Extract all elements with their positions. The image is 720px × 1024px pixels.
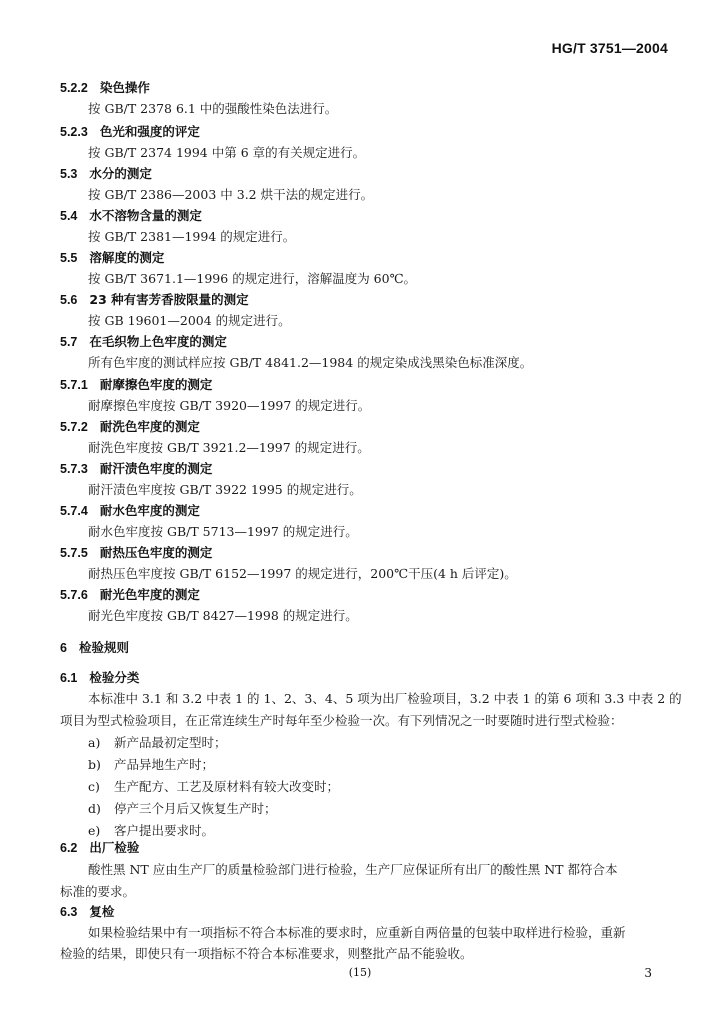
section-heading (60, 250, 164, 266)
list-marker: d) (88, 801, 101, 816)
section-number: 5.3 (60, 167, 78, 181)
section-body-line: 本标准中 3.1 和 3.2 中表 1 的 1、2、3、4、5 项为出厂检验项目，3.2 中表 1 的第 6 项和 3.3 中表 2 的 (88, 691, 682, 706)
section-body: 耐洗色牢度按 GB/T 3921.2—1997 的规定进行。 (88, 440, 370, 455)
section-body: 耐汗渍色牢度按 GB/T 3922 1995 的规定进行。 (88, 482, 362, 497)
section-body: 按 GB/T 2386—2003 中 3.2 烘干法的规定进行。 (88, 187, 374, 202)
section-title: 出厂检验 (89, 840, 140, 855)
section-body-line: 标准的要求。 (60, 884, 136, 899)
section-number: 5.7.5 (60, 546, 88, 560)
section-number: 5.7.4 (60, 504, 88, 518)
section-heading (60, 124, 200, 140)
section-number: 5.6 (60, 293, 78, 307)
section-number: 5.7.3 (60, 462, 88, 476)
list-item-text: 客户提出要求时。 (114, 823, 215, 838)
list-marker: e) (88, 823, 101, 838)
section-heading (60, 503, 200, 519)
section-body: 按 GB/T 2374 1994 中第 6 章的有关规定进行。 (88, 145, 366, 160)
section-title: 耐光色牢度的测定 (99, 587, 200, 602)
list-marker: a) (88, 735, 101, 750)
section-heading (60, 840, 139, 856)
section-title: 耐汗渍色牢度的测定 (99, 461, 213, 476)
section-heading (60, 292, 249, 308)
section-body: 耐水色牢度按 GB/T 5713—1997 的规定进行。 (88, 524, 358, 539)
section-heading (60, 208, 202, 224)
section-number: 6.1 (60, 671, 78, 685)
section-body-line: 检验的结果，即使只有一项指标不符合本标准要求，则整批产品不能验收。 (60, 946, 473, 961)
section-heading (60, 587, 200, 603)
list-item (88, 757, 214, 773)
section-body: 按 GB 19601—2004 的规定进行。 (88, 313, 291, 328)
list-item-text: 生产配方、工艺及原材料有较大改变时； (114, 779, 340, 794)
standard-code: HG/T 3751—2004 (551, 40, 668, 56)
section-title: 水不溶物含量的测定 (89, 208, 202, 223)
section-title: 23 种有害芳香胺限量的测定 (89, 292, 249, 307)
list-item (88, 823, 214, 839)
footer-page-number: 3 (644, 966, 652, 980)
chapter-heading (60, 640, 129, 656)
section-heading (60, 904, 114, 920)
section-heading (60, 545, 212, 561)
list-marker: c) (88, 779, 100, 794)
section-title: 耐水色牢度的测定 (99, 503, 200, 518)
list-item-text: 停产三个月后又恢复生产时； (114, 801, 277, 816)
section-body: 耐光色牢度按 GB/T 8427—1998 的规定进行。 (88, 608, 358, 623)
section-heading (60, 166, 152, 182)
section-body: 所有色牢度的测试样应按 GB/T 4841.2—1984 的规定染成浅黑染色标准深度。 (88, 355, 533, 370)
section-title: 溶解度的测定 (89, 250, 165, 265)
section-number: 5.2.3 (60, 125, 88, 139)
section-heading (60, 670, 139, 686)
section-heading (60, 377, 212, 393)
section-title: 耐洗色牢度的测定 (99, 419, 200, 434)
section-number: 5.2.2 (60, 81, 88, 95)
list-item (88, 779, 339, 795)
chapter-title: 检验规则 (78, 640, 129, 655)
list-item-text: 新产品最初定型时； (114, 735, 227, 750)
list-item (88, 735, 227, 751)
section-title: 复检 (89, 904, 115, 919)
section-number: 6.3 (60, 905, 78, 919)
section-body-line: 项目为型式检验项目，在正常连续生产时每年至少检验一次。有下列情况之一时要随时进行型式检验： (60, 713, 623, 728)
section-body-line: 如果检验结果中有一项指标不符合本标准的要求时，应重新自两倍量的包装中取样进行检验，重新 (88, 925, 626, 940)
section-body: 按 GB/T 3671.1—1996 的规定进行，溶解温度为 60℃。 (88, 271, 417, 286)
section-number: 6.2 (60, 841, 78, 855)
section-number: 5.7.1 (60, 378, 88, 392)
section-title: 色光和强度的评定 (99, 124, 200, 139)
list-item-text: 产品异地生产时； (114, 757, 215, 772)
section-title: 在毛织物上色牢度的测定 (89, 334, 227, 349)
section-heading (60, 80, 150, 96)
section-title: 染色操作 (99, 80, 150, 95)
section-number: 5.7.6 (60, 588, 88, 602)
section-body: 按 GB/T 2378 6.1 中的强酸性染色法进行。 (88, 101, 338, 116)
section-heading (60, 461, 212, 477)
section-body-line: 酸性黑 NT 应由生产厂的质量检验部门进行检验，生产厂应保证所有出厂的酸性黑 NT 都符合本 (88, 862, 618, 877)
section-number: 5.4 (60, 209, 78, 223)
section-number: 5.7.2 (60, 420, 88, 434)
section-title: 耐摩擦色牢度的测定 (99, 377, 213, 392)
section-number: 5.5 (60, 251, 78, 265)
section-title: 检验分类 (89, 670, 140, 685)
section-heading (60, 334, 227, 350)
section-body: 按 GB/T 2381—1994 的规定进行。 (88, 229, 296, 244)
section-title: 耐热压色牢度的测定 (99, 545, 213, 560)
section-heading (60, 419, 200, 435)
list-item (88, 801, 277, 817)
section-title: 水分的测定 (89, 166, 152, 181)
list-marker: b) (88, 757, 101, 772)
section-body: 耐热压色牢度按 GB/T 6152—1997 的规定进行，200℃干压(4 h 后评定)。 (88, 566, 517, 581)
footer-page-number-center: (15) (348, 966, 372, 979)
section-body: 耐摩擦色牢度按 GB/T 3920—1997 的规定进行。 (88, 398, 371, 413)
section-number: 5.7 (60, 335, 78, 349)
chapter-number: 6 (60, 641, 67, 655)
